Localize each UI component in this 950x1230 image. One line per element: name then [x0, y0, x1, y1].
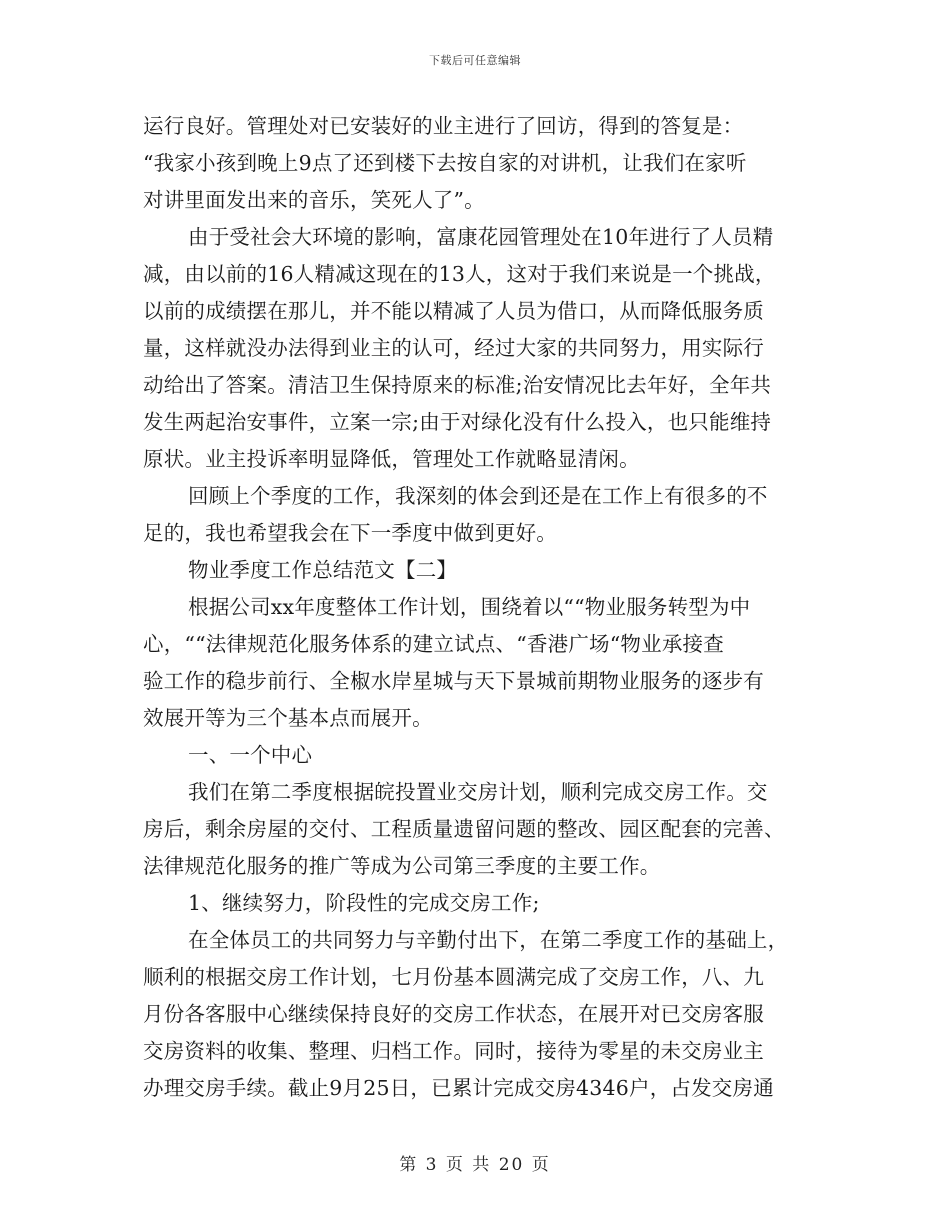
document-body [143, 108, 809, 1107]
text-line: 足的，我也希望我会在下一季度中做到更好。 [143, 521, 557, 545]
text-line: 房后，剩余房屋的交付、工程质量遗留问题的整改、园区配套的完善、 [143, 817, 785, 841]
text-line: 交房资料的收集、整理、归档工作。同时，接待为零星的未交房业主 [143, 1039, 764, 1063]
paragraph-start: 在全体员工的共同努力与辛勤付出下，在第二季度工作的基础上， [188, 928, 789, 952]
paragraph-start: 根据公司xx年度整体工作计划，围绕着以““物业服务转型为中 [188, 595, 751, 619]
text-line: 减，由以前的16人精减这现在的13人，这对于我们来说是一个挑战， [143, 262, 776, 286]
paragraph-start: 回顾上个季度的工作，我深刻的体会到还是在工作上有很多的不 [188, 484, 768, 508]
text-line: 效展开等为三个基本点而展开。 [143, 706, 433, 730]
text-line: 办理交房手续。截止9月25日，已累计完成交房4346户，占发交房通 [143, 1076, 774, 1100]
subsection-heading: 1、继续努力，阶段性的完成交房工作; [188, 891, 540, 915]
section-heading: 物业季度工作总结范文【二】 [188, 558, 458, 582]
text-line: 对讲里面发出来的音乐，笑死人了”。 [143, 188, 485, 212]
section-heading: 一、一个中心 [188, 743, 313, 767]
text-line: 月份各客服中心继续保持良好的交房工作状态，在展开对已交房客服 [143, 1002, 764, 1026]
text-line: 顺利的根据交房工作计划，七月份基本圆满完成了交房工作，八、九 [143, 965, 764, 989]
text-line: 法律规范化服务的推广等成为公司第三季度的主要工作。 [143, 854, 661, 878]
text-line: 量，这样就没办法得到业主的认可，经过大家的共同努力，用实际行 [143, 336, 764, 360]
paragraph-start: 我们在第二季度根据皖投置业交房计划，顺利完成交房工作。交 [188, 780, 768, 804]
text-line: 发生两起治安事件，立案一宗;由于对绿化没有什么投入，也只能维持 [143, 410, 772, 434]
paragraph-start: 由于受社会大环境的影响，富康花园管理处在10年进行了人员精 [188, 225, 774, 249]
page-header: 下载后可任意编辑 [429, 54, 521, 67]
text-line: 原状。业主投诉率明显降低，管理处工作就略显清闲。 [143, 447, 640, 471]
text-line: 运行良好。管理处对已安装好的业主进行了回访，得到的答复是： [143, 114, 744, 138]
text-line: 以前的成绩摆在那儿，并不能以精减了人员为借口，从而降低服务质 [143, 299, 764, 323]
page-number: 第 3 页 共 20 页 [399, 1155, 551, 1175]
text-line: 动给出了答案。清洁卫生保持原来的标准;治安情况比去年好，全年共 [143, 373, 772, 397]
text-line: 心，““法律规范化服务体系的建立试点、“香港广场“物业承接查 [143, 632, 724, 656]
text-line: “我家小孩到晚上9点了还到楼下去按自家的对讲机，让我们在家听 [143, 151, 747, 175]
text-line: 验工作的稳步前行、全椒水岸星城与天下景城前期物业服务的逐步有 [143, 669, 764, 693]
